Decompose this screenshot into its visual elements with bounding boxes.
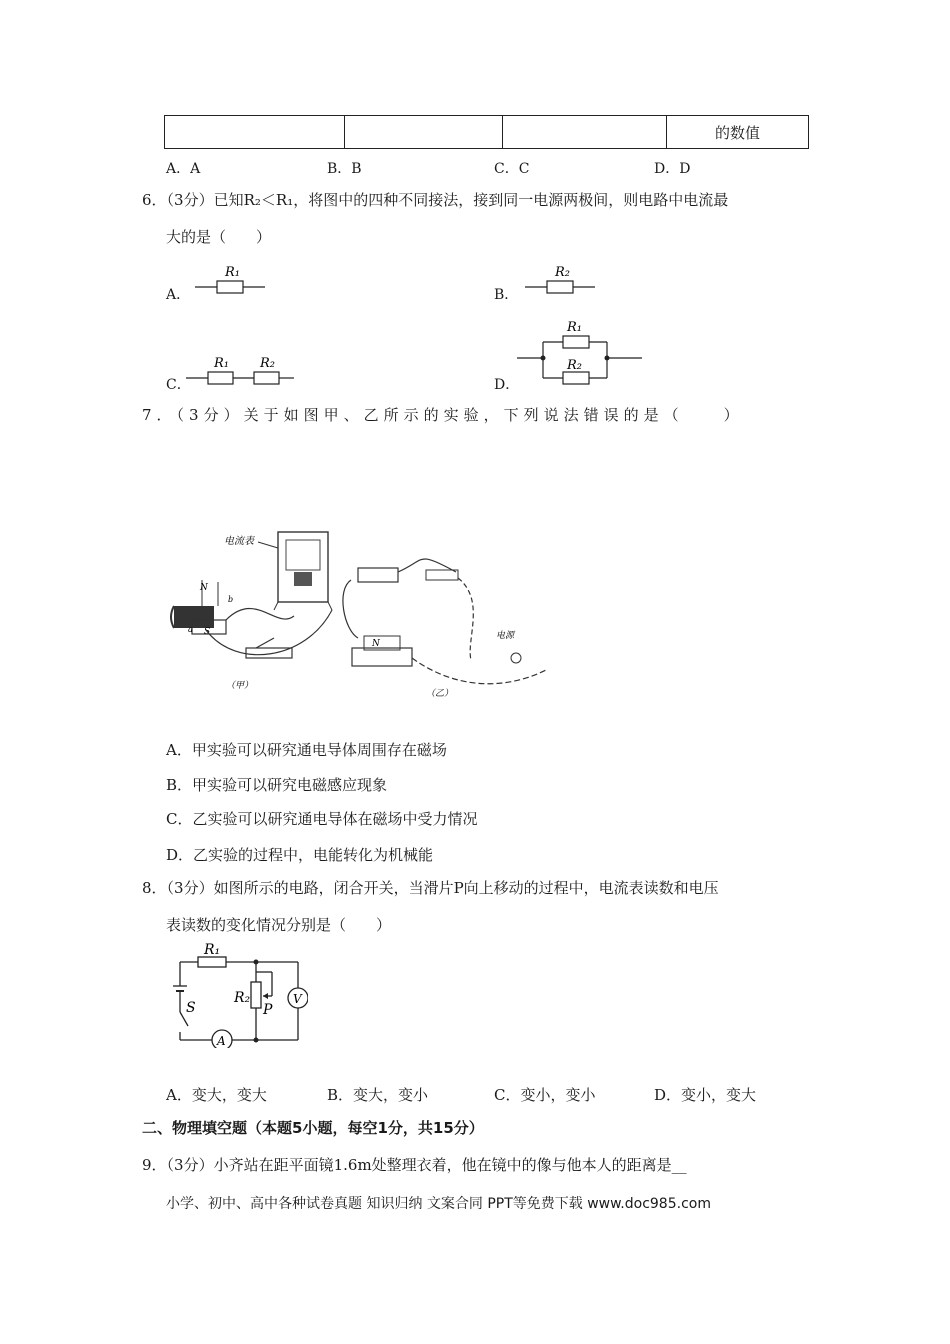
answer-table	[164, 115, 809, 149]
q8-stem-line1: 8．（3分）如图所示的电路，闭合开关，当滑片P向上移动的过程中，电流表读数和电压	[142, 879, 719, 897]
rheostat-r2	[251, 982, 261, 1008]
label-r1: R₁	[214, 356, 229, 371]
q6-option-d-label: D．	[494, 377, 520, 393]
q7-option-d: D．乙实验的过程中，电能转化为机械能	[166, 846, 434, 864]
label-yi: （乙）	[426, 689, 454, 699]
q7-option-a: A．甲实验可以研究通电导体周围存在磁场	[166, 741, 447, 759]
svg-text:b: b	[228, 595, 234, 604]
resistor-r1	[563, 336, 589, 348]
resistor-r2	[254, 372, 279, 384]
q8-option-b: B．变大，变小	[327, 1086, 429, 1104]
table-cell	[503, 116, 667, 149]
q8-circuit	[168, 938, 308, 1048]
resistor-r1	[217, 281, 243, 293]
label-r2: R₂	[234, 990, 251, 1006]
table-cell	[165, 116, 345, 149]
q7-option-c: C．乙实验可以研究通电导体在磁场中受力情况	[166, 810, 478, 828]
label-v: V	[293, 992, 302, 1006]
label-jia: （甲）	[226, 681, 254, 691]
label-s: S	[186, 1000, 196, 1016]
label-r2: R₂	[260, 356, 275, 371]
label-r1: R₁	[204, 942, 221, 958]
label-ammeter: 电流表	[224, 536, 254, 547]
svg-text:a: a	[188, 625, 193, 634]
resistor-r2	[547, 281, 573, 293]
conductor-rod-icon	[358, 568, 398, 582]
q7-stem: 7．（3分）关于如图甲、乙所示的实验，下列说法错误的是（ ）	[142, 406, 744, 424]
svg-text:N: N	[200, 583, 208, 593]
section-heading: 二、物理填空题（本题5小题，每空1分，共15分）	[142, 1119, 484, 1137]
table-row	[165, 116, 809, 149]
label-r1: R₁	[567, 320, 582, 335]
q6-diagram-c	[184, 350, 296, 390]
svg-text:S: S	[204, 627, 211, 637]
resistor-r1	[198, 957, 226, 967]
magnet-icon	[174, 606, 214, 628]
label-r2: R₂	[567, 358, 582, 373]
page-footer: 小学、初中、高中各种试卷真题 知识归纳 文案合同 PPT等免费下载 www.doc985.com	[166, 1196, 711, 1212]
q8-option-d: D．变小，变大	[654, 1086, 757, 1104]
table-cell	[345, 116, 503, 149]
q6-stem-line1: 6．（3分）已知R₂＜R₁，将图中的四种不同接法，接到同一电源两极间，则电路中电流最	[142, 191, 729, 209]
q6-option-a-label: A．	[166, 287, 191, 303]
q8-option-a: A．变大，变大	[166, 1086, 267, 1104]
label-power: 电源	[496, 631, 515, 641]
q5-option-b: B．B	[327, 161, 362, 177]
q5-option-c: C．C	[494, 161, 530, 177]
q9-stem: 9．（3分）小齐站在距平面镜1.6m处整理衣着，他在镜中的像与他本人的距离是__	[142, 1156, 687, 1174]
svg-text:N: N	[372, 639, 380, 649]
q5-option-a: A．A	[166, 161, 201, 177]
q7-figure	[166, 520, 556, 700]
q6-diagram-b	[520, 260, 600, 300]
q6-diagram-a	[190, 260, 270, 300]
q6-stem-line2: 大的是（ ）	[166, 228, 272, 246]
label-p: P	[263, 1002, 273, 1018]
q8-stem-line2: 表读数的变化情况分别是（ ）	[166, 916, 392, 934]
label-r2: R₂	[555, 265, 570, 280]
label-r1: R₁	[225, 265, 240, 280]
table-cell: 的数值	[667, 116, 809, 149]
q8-option-c: C．变小，变小	[494, 1086, 596, 1104]
q6-option-b-label: B．	[494, 287, 519, 303]
resistor-r2	[563, 372, 589, 384]
label-a: A	[217, 1034, 226, 1048]
q5-option-d: D．D	[654, 161, 691, 177]
magnet-icon	[352, 648, 412, 666]
q7-option-b: B．甲实验可以研究电磁感应现象	[166, 776, 388, 794]
q6-diagram-d	[515, 318, 645, 388]
resistor-r1	[208, 372, 233, 384]
q6-option-c-label: C．	[166, 377, 191, 393]
